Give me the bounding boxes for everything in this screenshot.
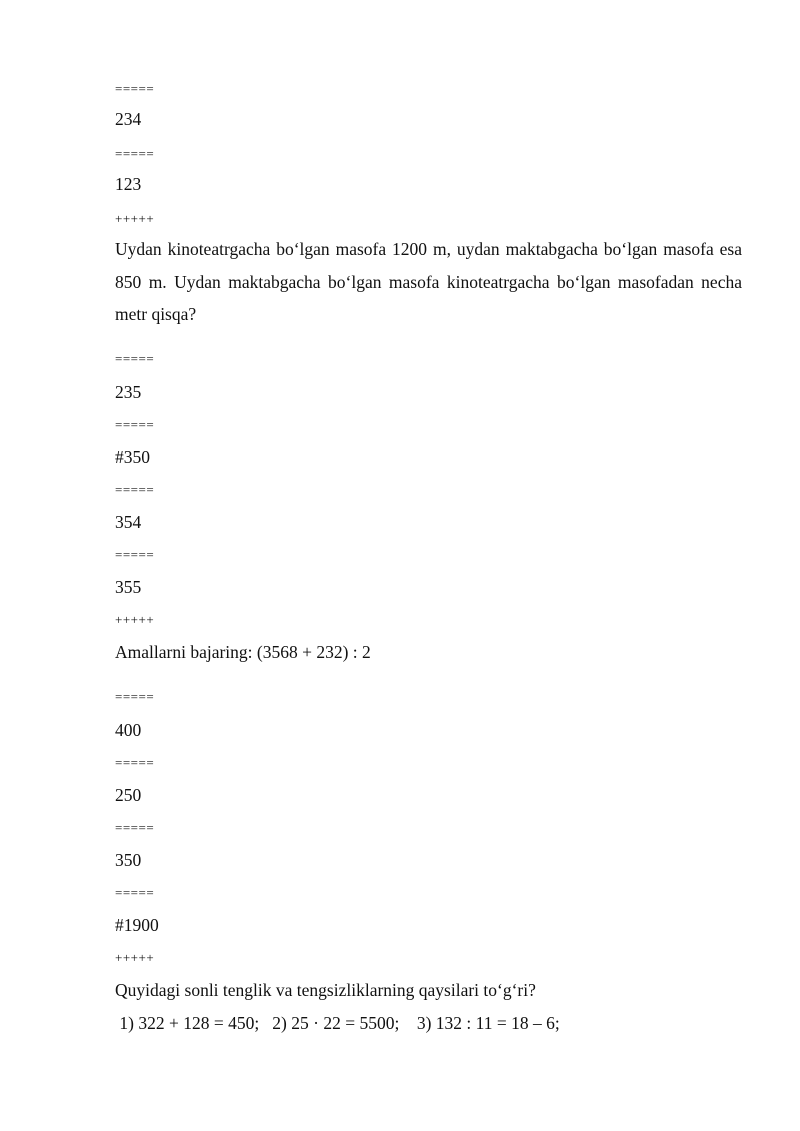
separator: =====	[115, 482, 155, 497]
answer-option: 250	[115, 785, 142, 805]
separator: =====	[115, 81, 155, 96]
question-end-marker: +++++	[115, 211, 155, 226]
separator: =====	[115, 417, 155, 432]
separator: =====	[115, 820, 155, 835]
answer-option: 354	[115, 512, 142, 532]
separator: =====	[115, 755, 155, 770]
question-end-marker: +++++	[115, 612, 155, 627]
separator: =====	[115, 689, 155, 704]
question-end-marker: +++++	[115, 950, 155, 965]
answer-option: 355	[115, 577, 142, 597]
answer-option: 123	[115, 174, 142, 194]
answer-option: 350	[115, 850, 142, 870]
separator: =====	[115, 146, 155, 161]
question-text: Uydan kinoteatrgacha bo‘lgan masofa 1200 m, uydan maktabgacha bo‘lgan masofa esa 850 m. Uydan maktabgacha bo‘lgan masofa kinoteatrgacha bo‘lgan masofadan necha metr qisqa?	[115, 239, 742, 324]
separator: =====	[115, 547, 155, 562]
question-text: Quyidagi sonli tenglik va tengsizliklarning qaysilari to‘g‘ri?	[115, 980, 536, 1000]
answer-option-correct: #1900	[115, 915, 159, 935]
expression-list: 1) 322 + 128 = 450; 2) 25 · 22 = 5500; 3) 132 : 11 = 18 – 6;	[115, 1013, 560, 1033]
separator: =====	[115, 885, 155, 900]
answer-option-correct: #350	[115, 447, 150, 467]
separator: =====	[115, 351, 155, 366]
answer-option: 234	[115, 109, 142, 129]
answer-option: 235	[115, 382, 142, 402]
answer-option: 400	[115, 720, 142, 740]
question-text: Amallarni bajaring: (3568 + 232) : 2	[115, 642, 371, 662]
